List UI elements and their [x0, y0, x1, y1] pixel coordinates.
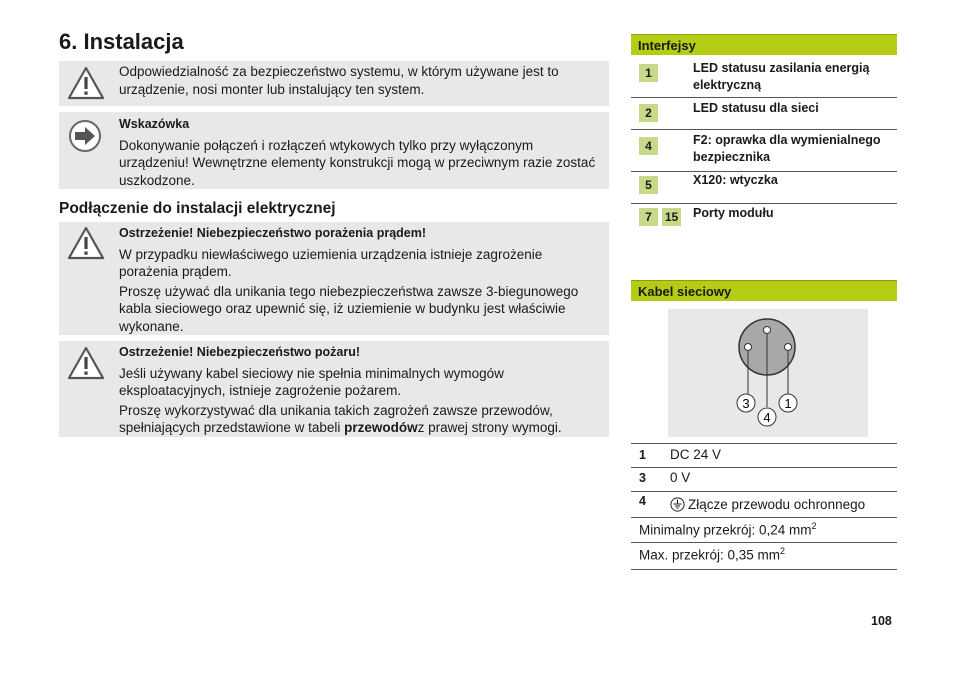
interface-label: F2: oprawka dla wymienialnego bezpiecznika	[693, 133, 881, 164]
interface-number: 1	[639, 64, 658, 82]
warning-paragraph: Jeśli używany kabel sieciowy nie spełnia minimalnych wymogów eksploatacyjnych, istnieje zagrożenie pożarem.	[119, 365, 504, 398]
table-reference: przewodów	[344, 420, 418, 435]
interface-number: 15	[662, 208, 681, 226]
interface-number: 4	[639, 137, 658, 155]
max-cross-section: Max. przekrój: 0,35 mm	[639, 547, 781, 563]
pin-description-wrap	[670, 497, 865, 515]
min-cross-section-row	[631, 518, 897, 543]
warning-text	[119, 344, 601, 439]
arrow-right-icon	[67, 118, 103, 159]
interface-label: LED statusu zasilania energią elektryczną	[693, 61, 870, 92]
warning-paragraph: Proszę używać dla unikania tego niebezpieczeństwa zawsze 3-biegunowego kabla sieciowego oraz upewnić się, iż uziemienie w budynku jest właściwie wykonane.	[119, 283, 579, 334]
cable-header: Kabel sieciowy	[631, 280, 897, 301]
diagram-label-4: 4	[763, 410, 771, 425]
fire-warning	[59, 341, 609, 437]
warning-paragraph-with-link	[119, 402, 601, 437]
pin-description: DC 24 V	[670, 447, 722, 462]
interface-number: 7	[639, 208, 658, 226]
interface-row	[631, 172, 897, 204]
interfaces-header: Interfejsy	[631, 34, 897, 55]
section-heading: Podłączenie do instalacji elektrycznej	[59, 200, 336, 217]
interface-row	[631, 130, 897, 172]
diagram-label-3: 3	[742, 396, 750, 411]
interface-label: X120: wtyczka	[693, 173, 778, 187]
hint-note	[59, 112, 609, 189]
pin-row	[631, 492, 897, 518]
pin-row	[631, 468, 897, 492]
warning-heading: Ostrzeżenie! Niebezpieczeństwo porażenia prądem!	[119, 226, 427, 240]
min-cross-section: Minimalny przekrój: 0,24 mm	[639, 522, 812, 538]
text-after: z prawej strony wymogi.	[417, 420, 562, 435]
pin-description: Złącze przewodu ochronnego	[688, 497, 866, 512]
note-paragraph: Dokonywanie połączeń i rozłączeń wtykowych tylko przy wyłączonym urządzeniu! Wewnętrzne elementy konstrukcji mogą w przeciwnym razie zostać uszkodzone.	[119, 137, 596, 188]
max-cross-section-row	[631, 543, 897, 570]
warning-heading: Ostrzeżenie! Niebezpieczeństwo pożaru!	[119, 345, 361, 359]
connector-diagram	[668, 309, 868, 437]
interface-number: 5	[639, 176, 658, 194]
ground-icon	[670, 497, 685, 515]
unit-exponent: 2	[811, 521, 817, 531]
interface-row	[631, 204, 897, 234]
note-paragraph: Odpowiedzialność za bezpieczeństwo systemu, w którym używane jest to urządzenie, nosi monter lub instalujący ten system.	[119, 64, 559, 97]
note-text	[119, 63, 601, 100]
note-text	[119, 116, 601, 191]
pin-description: 0 V	[670, 470, 691, 485]
pin-number: 4	[639, 494, 646, 508]
interface-label: Porty modułu	[693, 206, 774, 220]
interface-row	[631, 98, 897, 130]
pin-number: 3	[639, 471, 646, 485]
page-title: 6. Instalacja	[59, 29, 184, 54]
note-heading: Wskazówka	[119, 117, 190, 131]
warning-text	[119, 225, 601, 337]
warning-icon	[67, 346, 105, 385]
warning-icon	[67, 226, 105, 265]
electric-shock-warning	[59, 222, 609, 335]
interface-label: LED statusu dla sieci	[693, 101, 819, 115]
text-before: Proszę wykorzystywać dla unikania takich zagrożeń zawsze przewodów, spełniających przedstawione w tabeli	[119, 402, 553, 435]
interface-number: 2	[639, 104, 658, 122]
pin-number: 1	[639, 448, 646, 462]
pin-row	[631, 444, 897, 468]
unit-exponent: 2	[780, 546, 786, 556]
warning-icon	[67, 66, 105, 105]
warning-paragraph: W przypadku niewłaściwego uziemienia urządzenia istnieje zagrożenie porażenia prądem.	[119, 246, 543, 279]
interface-row	[631, 55, 897, 98]
diagram-label-1: 1	[784, 396, 792, 411]
responsibility-note	[59, 61, 609, 106]
page-number: 108	[871, 614, 892, 628]
